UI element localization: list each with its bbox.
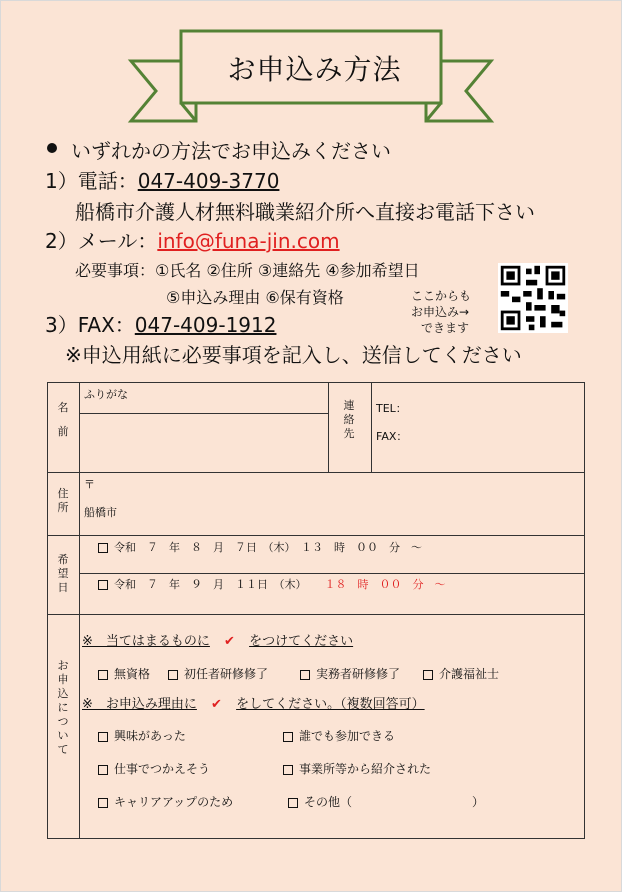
application-form xyxy=(47,382,585,839)
furigana-field[interactable]: ふりがな xyxy=(84,388,128,401)
reason-option[interactable]: 誰でも参加できる xyxy=(283,727,395,744)
bullet-icon xyxy=(47,143,57,153)
fax-note: ※申込用紙に必要事項を記入し、送信してください xyxy=(65,343,522,367)
checkbox-icon[interactable] xyxy=(283,765,293,775)
postal-mark[interactable]: 〒 xyxy=(84,478,95,491)
checkbox-icon[interactable] xyxy=(98,798,108,808)
reason-option[interactable]: 仕事でつかえそう xyxy=(98,760,210,777)
checkbox-icon[interactable] xyxy=(168,670,178,680)
mail-required-1: 必要事項：①氏名 ②住所 ③連絡先 ④参加希望日 xyxy=(75,261,420,280)
mail-row xyxy=(45,225,340,254)
about-label: お 申 込 に つ い て xyxy=(57,659,69,756)
date-option-2[interactable]: 令和 ７ 年 ９ 月 １１日 （木） １８ 時 ００ 分 ～ xyxy=(98,576,446,592)
qualification-option[interactable]: 無資格 xyxy=(98,665,150,682)
name-label: 名 前 xyxy=(57,401,69,438)
reason-option[interactable]: 事業所等から紹介された xyxy=(283,760,431,777)
checkbox-icon[interactable] xyxy=(98,732,108,742)
checkbox-icon[interactable] xyxy=(98,670,108,680)
mail-required-2: ⑤申込み理由 ⑥保有資格 xyxy=(166,288,344,307)
reason-heading: ※ お申込み理由に ✔ をしてください。（複数回答可） xyxy=(82,697,425,712)
phone-row xyxy=(45,165,279,194)
address-label: 住 所 xyxy=(57,487,69,514)
mail-label: 2）メール： xyxy=(45,229,158,253)
reason-option[interactable]: キャリアアップのため xyxy=(98,793,233,810)
reason-option-other[interactable]: その他（ ） xyxy=(288,793,484,810)
fax-number[interactable]: 047-409-1912 xyxy=(134,313,277,337)
phone-note: 船橋市介護人材無料職業紹介所へ直接お電話下さい xyxy=(75,200,535,224)
contact-label: 連 絡 先 xyxy=(343,399,355,440)
checkbox-icon[interactable] xyxy=(98,543,108,553)
intro-text: いずれかの方法でお申込みください xyxy=(71,139,391,163)
check-icon: ✔ xyxy=(211,697,222,712)
reason-option[interactable]: 興味があった xyxy=(98,727,186,744)
mail-link[interactable]: info@funa-jin.com xyxy=(157,229,340,253)
qualification-option[interactable]: 介護福祉士 xyxy=(423,665,499,682)
checkbox-icon[interactable] xyxy=(283,732,293,742)
tel-field[interactable]: TEL： xyxy=(376,402,407,415)
page-title: お申込み方法 xyxy=(227,53,402,86)
fax-label: 3）FAX： xyxy=(45,313,135,337)
fax-field[interactable]: FAX： xyxy=(376,430,408,443)
qr-note: ここからも お申込み→ できます xyxy=(411,289,472,335)
checkbox-icon[interactable] xyxy=(98,580,108,590)
qualification-heading: ※ 当てはまるものに ✔ をつけてください xyxy=(82,634,354,649)
date-option-1[interactable]: 令和 ７ 年 ８ 月 ７日 （木） １３ 時 ００ 分 ～ xyxy=(98,539,422,555)
checkbox-icon[interactable] xyxy=(300,670,310,680)
checkbox-icon[interactable] xyxy=(288,798,298,808)
phone-number[interactable]: 047-409-3770 xyxy=(137,169,280,193)
fax-row xyxy=(45,309,276,338)
checkbox-icon[interactable] xyxy=(98,765,108,775)
name-field[interactable] xyxy=(84,417,324,469)
checkbox-icon[interactable] xyxy=(423,670,433,680)
qualification-option[interactable]: 初任者研修修了 xyxy=(168,665,268,682)
qualification-option[interactable]: 実務者研修修了 xyxy=(300,665,400,682)
city-field[interactable]: 船橋市 xyxy=(84,506,117,519)
phone-label: 1）電話： xyxy=(45,169,138,193)
check-icon: ✔ xyxy=(224,634,235,649)
qr-code-icon[interactable] xyxy=(498,263,568,333)
date-label: 希 望 日 xyxy=(57,553,69,594)
